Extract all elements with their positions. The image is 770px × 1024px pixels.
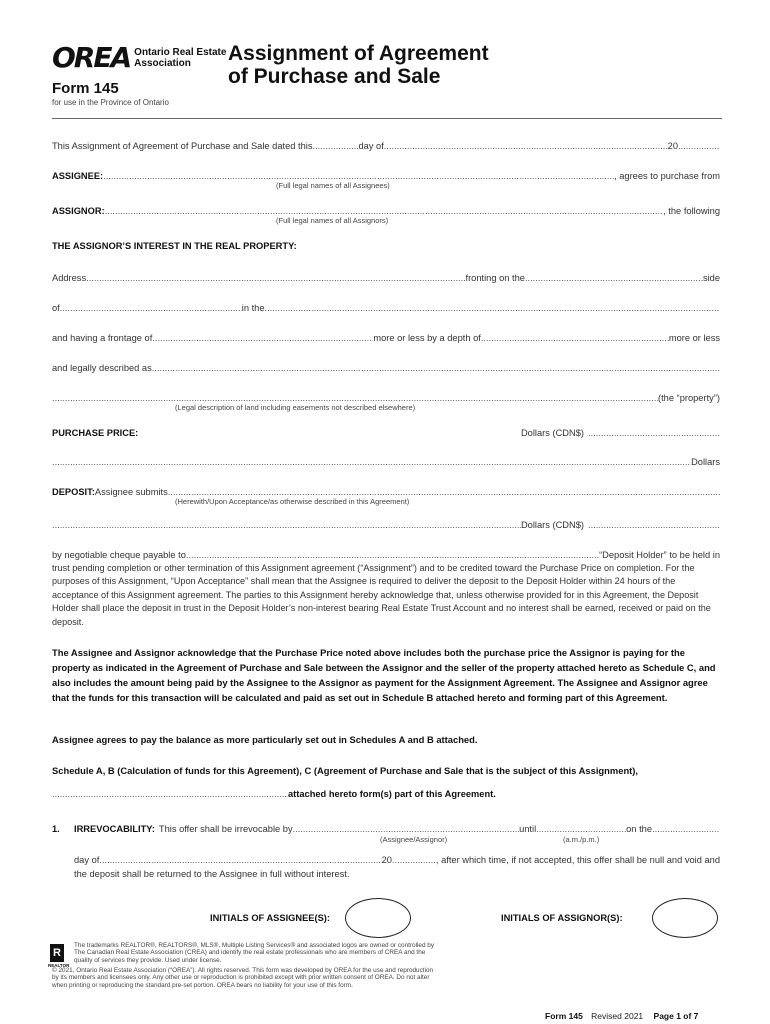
schedules-field[interactable] [52, 788, 288, 800]
form-number: Form 145 [52, 80, 119, 97]
deposit-sub: (Herewith/Upon Acceptance/as otherwise described in this Agreement) [175, 497, 410, 506]
footer-page: Page 1 of 7 [653, 1011, 699, 1021]
assignee-suffix: , agrees to purchase from [614, 171, 720, 181]
legally-label: and legally described as [52, 363, 152, 373]
footer-revised: Revised 2021 [591, 1011, 644, 1021]
returned-text: the deposit shall be returned to the Assignee in full without interest. [74, 869, 350, 879]
schedules-line-1: Schedule A, B (Calculation of funds for this Agreement), C (Agreement of Purchase and Sale that is the subject of this Assignment), [52, 765, 639, 776]
page-footer [545, 1011, 698, 1021]
depth-field[interactable] [481, 332, 669, 344]
page-title [228, 42, 489, 88]
irrevocability-line-2 [74, 854, 720, 866]
price-label: PURCHASE PRICE: [52, 428, 139, 438]
intro-year-label: 20 [667, 141, 678, 151]
title-line-1: Assignment of Agreement [228, 42, 489, 65]
cheque-line [52, 549, 720, 561]
deposit-holder-field[interactable] [186, 549, 599, 561]
the-property-label: (the “property”) [658, 393, 720, 403]
price-words-line [52, 456, 720, 468]
frontage-line [52, 332, 720, 344]
copyright-line-1: © 2021, Ontario Real Estate Association (“OREA”). All rights reserved. This form was developed by OREA for the use and reproduction [52, 967, 434, 974]
deposit-words-field[interactable] [52, 519, 521, 531]
clause-number: 1. [52, 824, 60, 834]
intro-day-of: day of [358, 141, 384, 151]
intro-line [52, 140, 720, 152]
header-divider [52, 118, 722, 119]
logo-line-1: Ontario Real Estate [134, 47, 227, 58]
date-year-field[interactable] [678, 140, 720, 152]
date-day-field[interactable] [312, 140, 358, 152]
initials-assignor-oval[interactable] [652, 898, 718, 938]
footer-form: Form 145 [545, 1011, 583, 1021]
fronting-field[interactable] [525, 272, 703, 284]
price-line [52, 427, 720, 439]
copyright-line-3: when printing or reproducing the standard pre-set portion. OREA bears no liability for your use of this form. [52, 981, 353, 989]
more-less-label: more or less [668, 333, 720, 343]
deposit-submits: Assignee submits [94, 487, 168, 497]
deposit-holder-label: “Deposit Holder” to be held in [599, 550, 720, 560]
of-field[interactable] [60, 302, 242, 314]
deposit-cdn-label: Dollars (CDN$) [520, 520, 584, 530]
copyright-notice [52, 967, 433, 989]
initials-assignee-oval[interactable] [345, 898, 411, 938]
am-pm-sub: (a.m./p.m.) [563, 835, 600, 844]
depth-label: more or less by a depth of [373, 333, 481, 343]
province-note: for use in the Province of Ontario [52, 98, 169, 107]
until-label: until [519, 824, 537, 834]
realtor-logo-label: REALTOR [48, 963, 70, 968]
deposit-amount-line [52, 519, 720, 531]
twenty-label: 20 [381, 855, 392, 865]
fronting-label: fronting on the [465, 273, 525, 283]
municipality-line [52, 302, 720, 314]
irrevocability-label: IRREVOCABILITY: [74, 824, 155, 834]
orea-logo-mark: OREA [52, 41, 131, 74]
logo-line-2: Association [134, 58, 191, 69]
in-the-field[interactable] [265, 302, 720, 314]
irrevocability-line [52, 823, 720, 835]
property-heading: THE ASSIGNOR’S INTEREST IN THE REAL PROPERTY: [52, 241, 297, 251]
irrevocability-text: This offer shall be irrevocable by [158, 824, 293, 834]
trademark-line-1: The trademarks REALTOR®, REALTORS®, MLS®, Multiple Listing Services® and associated logos are owned or controlled by [74, 942, 435, 949]
address-label: Address [52, 273, 87, 283]
year-field[interactable] [392, 854, 436, 866]
assignor-label: ASSIGNOR: [52, 206, 105, 216]
realtor-logo-icon: R [50, 944, 64, 962]
legal-sub: (Legal description of land including easements not described elsewhere) [175, 403, 416, 412]
trademark-notice [74, 942, 434, 964]
title-line-2: of Purchase and Sale [228, 65, 441, 88]
price-dollars-label: Dollars [691, 457, 720, 467]
assignor-sub: (Full legal names of all Assignors) [276, 216, 389, 225]
legal-line [52, 362, 720, 374]
acknowledgement-paragraph: The Assignee and Assignor acknowledge that the Purchase Price noted above includes both the purchase price the Assignor is paying for the property as indicated in the Agreement of Purchase and Sale between the Assignor and the seller of the property attached hereto as Schedule C, and also includes the amount being paid by the Assignee to the Assignor as payment for the Assignment Agreement. The Assignee and Assignor agree that the funds for this transaction will be calculated and paid as set out in Schedule B attached hereto and forming part of this Agreement. [52, 647, 716, 703]
schedules-attached: attached hereto form(s) part of this Agreement. [288, 789, 496, 799]
assignor-suffix: , the following [663, 206, 720, 216]
until-time-field[interactable] [536, 823, 626, 835]
day-of-label: day of [74, 855, 100, 865]
frontage-field[interactable] [152, 332, 373, 344]
trademark-line-3: quality of services they provide. Used under license. [74, 956, 222, 964]
irrevocable-by-field[interactable] [293, 823, 519, 835]
deposit-label: DEPOSIT: [52, 487, 95, 497]
orea-logo-text [134, 47, 226, 69]
balance-paragraph: Assignee agrees to pay the balance as more particularly set out in Schedules A and B attached. [52, 734, 478, 745]
deposit-body: trust pending completion or other termination of this Assignment agreement (“Assignment”) and to be credited toward the Purchase Price on completion. For the purposes of this Assignment, “Upon Acceptance” shall mean that the Assignee is required to deliver the deposit to the Deposit Holder within 24 hours of the acceptance of this Assignment agreement. The parties to this Assignment hereby acknowledge that, unless otherwise provided for in this Agreement, the Deposit Holder shall place the deposit in trust in the Deposit Holder’s non-interest bearing Real Estate Trust Account and no interest shall be earned, received or paid on the deposit. [52, 563, 711, 627]
on-the-field[interactable] [652, 823, 720, 835]
legal-field[interactable] [152, 362, 720, 374]
initials-assignor-label: INITIALS OF ASSIGNOR(S): [501, 913, 623, 923]
initials-assignee-label: INITIALS OF ASSIGNEE(S): [210, 913, 331, 923]
after-text: , after which time, if not accepted, this offer shall be null and void and [435, 855, 720, 865]
orea-logo [52, 41, 227, 74]
price-amount-field[interactable] [588, 427, 720, 439]
price-cdn-label: Dollars (CDN$) [520, 428, 584, 438]
schedules-line-2 [52, 788, 720, 800]
side-label: side [702, 273, 720, 283]
date-month-field[interactable] [384, 140, 668, 152]
address-field[interactable] [86, 272, 465, 284]
deposit-amount-field[interactable] [588, 519, 720, 531]
price-words-field[interactable] [52, 456, 691, 468]
of-label: of [52, 303, 60, 313]
on-the-label: on the [626, 824, 652, 834]
assignee-label: ASSIGNEE: [52, 171, 104, 181]
address-line [52, 272, 720, 284]
assignee-sub: (Full legal names of all Assignees) [276, 181, 390, 190]
intro-text: This Assignment of Agreement of Purchase and Sale dated this [52, 141, 313, 151]
copyright-line-2: by its members and licensees only. Any other use or reproduction is prohibited except with prior written consent of OREA. Do not alter [52, 974, 430, 982]
day-of-field[interactable] [99, 854, 381, 866]
trademark-line-2: The Canadian Real Estate Association (CREA) and identify the real estate professionals who are members of CREA and the [74, 949, 426, 957]
frontage-label: and having a frontage of [52, 333, 153, 343]
in-the-label: in the [241, 303, 265, 313]
assignee-assignor-sub: (Assignee/Assignor) [380, 835, 448, 844]
cheque-label: by negotiable cheque payable to [52, 550, 186, 560]
